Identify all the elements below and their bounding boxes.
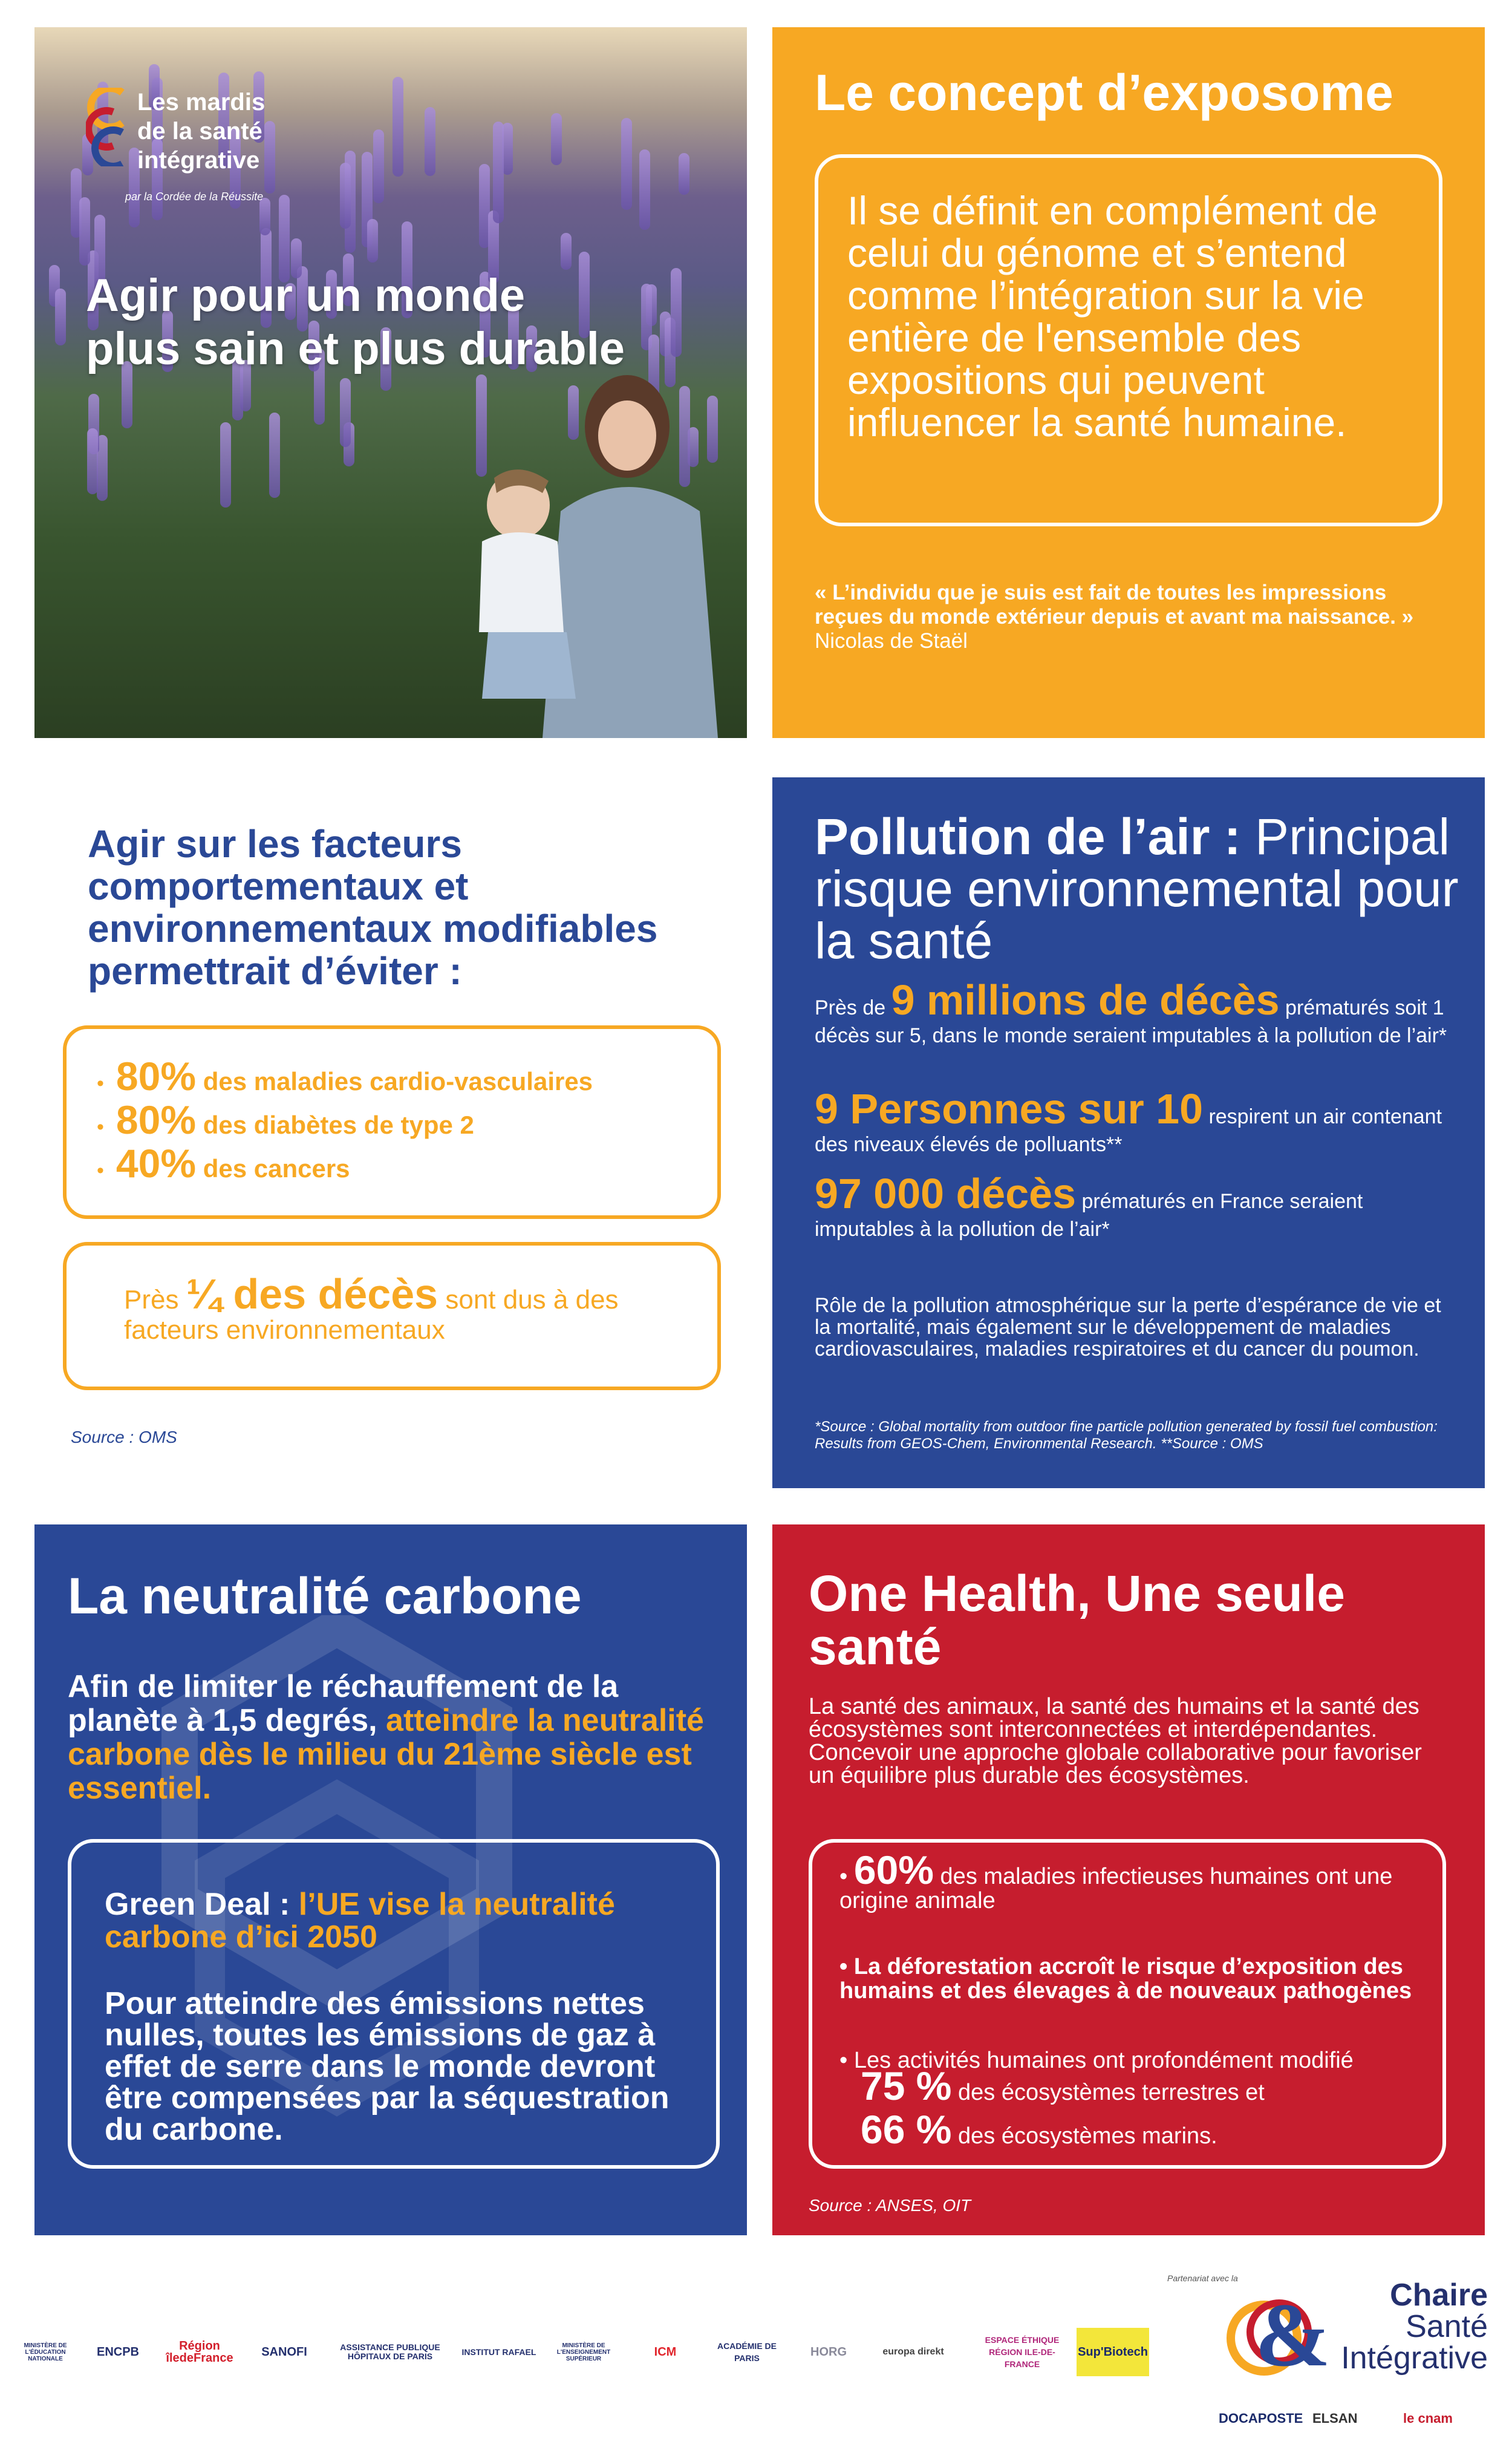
factors-title: Agir sur les facteurs comportementaux et environnementaux modifiables permettrait d’éviter : [88,822,658,993]
stat-prefix: Près de [815,996,886,1019]
lupin-flower [393,77,403,177]
partner-logo: ASSISTANCE PUBLIQUE HÔPITAUX DE PARIS [340,2342,440,2361]
stat-value: 40% [116,1141,197,1186]
sponsor-logo: DOCAPOSTE [1219,2411,1303,2426]
lupin-flower [493,122,504,224]
ampersand-logo-icon [1222,2281,1331,2383]
footer-partners [0,2238,1512,2447]
quarter-suffix: sont dus à des facteurs environnementaux [124,1285,619,1345]
air-pollution-panel [772,777,1485,1488]
green-deal-label: Green Deal : [105,1887,290,1922]
lupin-flower [220,422,231,508]
one-health-intro: La santé des animaux, la santé des humains et la santé des écosystèmes sont interconnectées et interdépendantes. Concevoir une approche globale collaborative pour favoriser un équilibre plus durable des écosystèmes. [809,1694,1422,1788]
logo-subtitle: par la Cordée de la Réussite [125,191,264,203]
stat-text: prématurés soit 1 décès sur 5, dans le monde seraient imputables à la pollution de l’air* [815,996,1447,1047]
one-health-item: • 60% des maladies infectieuses humaines ont une origine animale [839,1848,1393,1913]
partner-note: Partenariat avec la [1167,2273,1238,2283]
one-health-subitem [861,2107,1441,2152]
stat-value: 75 % [861,2063,952,2108]
one-health-item: • La déforestation accroît le risque d’exposition des humains et des élevages à de nouveaux pathogènes [839,1954,1412,2004]
logo-line: Les mardis [137,89,266,116]
exposome-definition-box [815,154,1442,526]
carbon-neutrality-panel [34,1524,747,2235]
lupin-flower [425,107,435,176]
lupin-flower [340,378,351,448]
quarter-value: ¼ des décès [186,1270,438,1318]
partner-logo: ICM [654,2345,677,2359]
lupin-flower [679,153,689,195]
lupin-flower [639,149,650,230]
exposome-title: Le concept d’exposome [815,64,1393,121]
sponsor-logo: ELSAN [1312,2411,1358,2426]
pollution-stat-deaths-world [815,976,1456,1050]
quote-author: Nicolas de Staël [815,629,968,653]
partner-logo: HORG [810,2345,847,2359]
stat-value: 60% [853,1848,934,1892]
lupin-flower [551,113,562,165]
logo-line: de la santé [137,118,262,145]
stat-value: 9 Personnes sur 10 [815,1085,1203,1132]
lupin-flower [373,129,384,203]
partner-logo: ESPACE ÉTHIQUE RÉGION ILE-DE-FRANCE [985,2335,1060,2369]
partner-logo: INSTITUT RAFAEL [461,2347,536,2357]
stat-label: des cancers [203,1154,350,1183]
logo-wordmark [137,88,265,175]
pollution-title-bold: Pollution de l’air : [815,808,1241,865]
stat-text: prématurés en France seraient imputables à la pollution de l’air* [815,1190,1363,1241]
carbon-title: La neutralité carbone [68,1567,582,1624]
quarter-deaths-text [124,1270,668,1345]
partner-logo: europa direkt [882,2347,944,2357]
lupin-flower [269,413,280,498]
one-health-title: One Health, Une seule santé [809,1565,1345,1675]
lupin-flower [87,428,98,494]
chaire-line: Santé [1406,2309,1488,2344]
exposome-panel [772,27,1485,738]
logo-line: intégrative [137,147,260,174]
carbon-intro [68,1670,721,1805]
quarter-prefix: Près [124,1285,179,1315]
one-health-box [809,1839,1446,2169]
stat-text: respirent un air contenant des niveaux élevés de polluants** [815,1105,1442,1156]
chaire-line: Chaire [1390,2278,1488,2313]
lupin-flower [367,219,378,263]
carbon-intro-white: Afin de limiter le réchauffement de la planète à 1,5 degrés, [68,1669,619,1738]
stat-value: 80% [116,1054,197,1099]
partner-logo: Sup'Biotech [1077,2328,1149,2376]
factors-panel [34,777,747,1488]
stat-item: • 80% des diabètes de type 2 [97,1097,474,1142]
svg-text:&: & [1255,2285,1331,2383]
carbon-intro-highlight: atteindre la neutralité carbone dès le milieu du 21ème siècle est essentiel. [68,1703,704,1806]
pollution-source: *Source : Global mortality from outdoor fine particle pollution generated by fossil fuel combustion: Results from GEOS-Chem, Environmental Research. **Source : OMS [815,1419,1438,1452]
stat-label: des diabètes de type 2 [203,1111,474,1139]
pollution-stat-france [815,1170,1456,1243]
stat-value: 80% [116,1097,197,1142]
stat-item: • 40% des cancers [97,1141,350,1186]
quarter-deaths-box [63,1242,721,1390]
factors-stats-box [63,1025,721,1219]
partner-logo: MINISTÈRE DE L'ENSEIGNEMENT SUPÉRIEUR [556,2342,611,2362]
green-deal-box [68,1839,720,2169]
pollution-title-rest: Principal risque environnemental pour la santé [815,808,1459,969]
lupin-flower [264,121,275,194]
pollution-title [815,808,1480,969]
hero-photo-panel [34,27,747,738]
one-health-source: Source : ANSES, OIT [809,2196,971,2215]
green-deal-heading [105,1888,649,1953]
exposome-definition: Il se définit en complément de celui du génome et s’entend comme l’intégration sur la vie entière de l'ensemble des expositions qui peuvent influencer la santé humaine. [847,188,1378,445]
exposome-quote [815,581,1432,653]
stat-value: 66 % [861,2107,952,2152]
lupin-flower [55,289,66,345]
partner-logo: SANOFI [261,2345,307,2359]
hero-title: Agir pour un monde plus sain et plus durable [86,270,625,374]
stat-text: des maladies infectieuses humaines ont une origine animale [839,1864,1393,1913]
stat-text: des écosystèmes marins. [958,2123,1217,2149]
logo-mark-icon [86,88,128,166]
lupin-flower [79,197,90,266]
green-deal-goal: l’UE vise la neutralité carbone d’ici 2050 [105,1887,615,1955]
factors-source: Source : OMS [71,1428,177,1446]
stat-value: 9 millions de décès [891,976,1280,1024]
one-health-panel [772,1524,1485,2235]
stat-item: • 80% des maladies cardio-vasculaires [97,1054,593,1099]
stat-label: des maladies cardio-vasculaires [203,1067,593,1096]
lupin-flower [259,198,270,236]
pollution-role-text: Rôle de la pollution atmosphérique sur la perte d’espérance de vie et la mortalité, mais également sur le développement de maladies cardiovasculaires, maladies respiratoires et du cancer du poumon. [815,1294,1441,1361]
green-deal-text: Pour atteindre des émissions nettes nulles, toutes les émissions de gaz à effet de serre dans le monde devront être compensées par la séquestration du carbone. [105,1986,670,2147]
activities-text: Les activités humaines ont profondément modifié [853,2048,1354,2073]
sponsor-logo: le cnam [1403,2411,1453,2426]
one-health-item: • Les activités humaines ont profondément modifié [839,2048,1354,2073]
one-health-subitem [861,2063,1441,2108]
partner-logo: MINISTÈRE DE L'ÉDUCATION NATIONALE [24,2342,67,2362]
mother-and-child-illustration [446,330,724,738]
quote-text: « L’individu que je suis est fait de toutes les impressions reçues du monde extérieur depuis et avant ma naissance. » [815,581,1414,629]
lupin-flower [561,233,572,270]
lupin-flower [621,118,632,209]
stat-value: 97 000 décès [815,1170,1077,1217]
pollution-stat-people [815,1085,1456,1158]
partner-logo: Région îledeFrance [166,2339,233,2365]
stat-text: des écosystèmes terrestres et [958,2080,1265,2105]
partner-logo: ACADÉMIE DE PARIS [717,2341,777,2363]
partner-logo: ENCPB [96,2345,139,2359]
deforestation-text: La déforestation accroît le risque d’exposition des humains et des élevages à de nouveaux pathogènes [839,1954,1412,2004]
lupin-flower [340,163,351,229]
chaire-title [1331,2279,1488,2374]
chaire-line: Intégrative [1341,2341,1488,2376]
